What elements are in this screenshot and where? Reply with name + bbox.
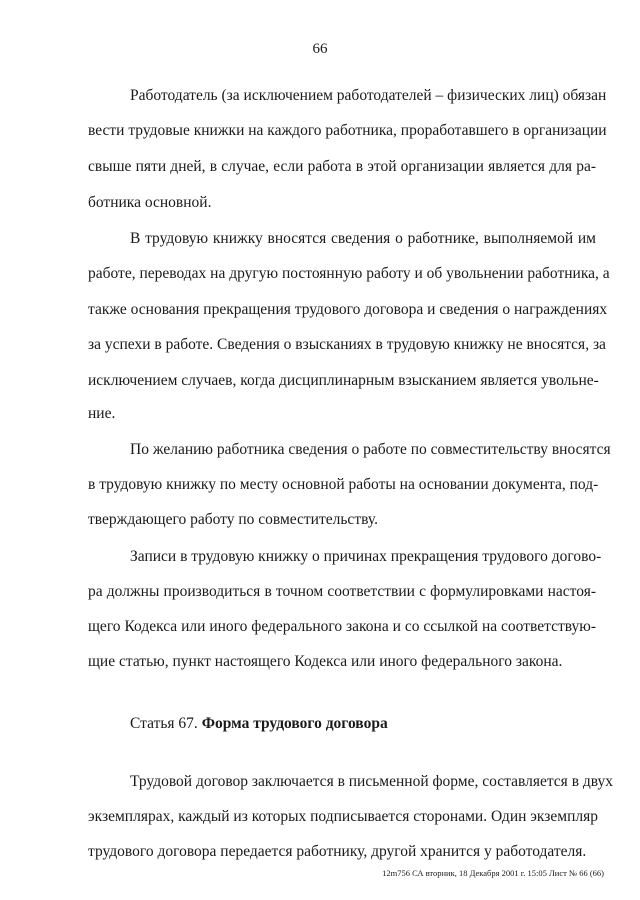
paragraph-4-line-1: Записи в трудовую книжку о причинах прекращения трудового догово- bbox=[130, 548, 602, 565]
paragraph-2-line-4: за успехи в работе. Сведения о взысканиях в трудовую книжку не вносятся, за bbox=[88, 336, 606, 353]
paragraph-3-line-2: в трудовую книжку по месту основной работы на основании документа, под- bbox=[88, 476, 599, 493]
paragraph-5-line-3: трудового договора передается работнику, другой хранится у работодателя. bbox=[88, 843, 587, 860]
paragraph-1-line-4: ботника основной. bbox=[88, 194, 212, 211]
page-number: 66 bbox=[312, 41, 328, 57]
paragraph-4-line-2: ра должны производиться в точном соответствии с формулировками настоя- bbox=[88, 583, 596, 600]
paragraph-3-line-3: тверждающего работу по совместительству. bbox=[88, 511, 378, 528]
paragraph-1-line-1: Работодатель (за исключением работодателей – физических лиц) обязан bbox=[130, 87, 607, 104]
paragraph-2-line-5: исключением случаев, когда дисциплинарным взысканием является увольне- bbox=[88, 372, 599, 389]
paragraph-3-line-1: По желанию работника сведения о работе по совместительству вносятся bbox=[130, 441, 611, 458]
page-footer: 12m756 СА вторник, 18 Декабря 2001 г. 15:05 Лист № 66 (66) bbox=[382, 868, 604, 878]
paragraph-4-line-4: щие статью, пункт настоящего Кодекса или иного федерального закона. bbox=[88, 653, 563, 670]
paragraph-5-line-1: Трудовой договор заключается в письменной форме, составляется в двух bbox=[130, 773, 614, 790]
paragraph-1-line-2: вести трудовые книжки на каждого работника, проработавшего в организации bbox=[88, 122, 607, 139]
paragraph-4-line-3: щего Кодекса или иного федерального закона и со ссылкой на соответствую- bbox=[88, 618, 596, 635]
article-title: Форма трудового договора bbox=[201, 715, 388, 732]
paragraph-2-line-3: также основания прекращения трудового договора и сведения о награждениях bbox=[88, 301, 608, 318]
paragraph-1-line-3: свыше пяти дней, в случае, если работа в этой организации является для ра- bbox=[88, 158, 596, 175]
paragraph-2-line-2: работе, переводах на другую постоянную работу и об увольнении работника, а bbox=[88, 265, 610, 282]
article-number: Статья 67. bbox=[130, 715, 198, 732]
paragraph-2-line-1: В трудовую книжку вносятся сведения о работнике, выполняемой им bbox=[130, 230, 596, 247]
paragraph-2-line-6: ние. bbox=[88, 405, 116, 422]
article-heading bbox=[130, 713, 388, 735]
paragraph-5-line-2: экземплярах, каждый из которых подписывается сторонами. Один экземпляр bbox=[88, 808, 598, 825]
